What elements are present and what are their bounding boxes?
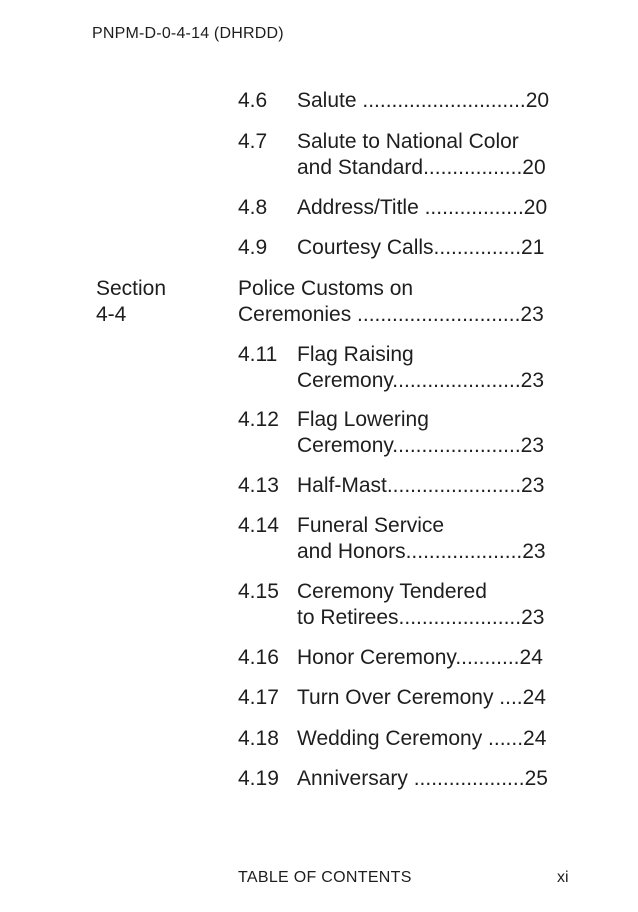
toc-entry-title: and Standard.................20 — [297, 156, 546, 179]
document-code: PNPM-D-0-4-14 (DHRDD) — [92, 25, 284, 42]
toc-entry-title: Ceremony......................23 — [297, 434, 545, 457]
toc-entry-number: 4.17 — [238, 686, 279, 709]
toc-entry-number: 4.19 — [238, 767, 279, 790]
toc-entry-number: 4.8 — [238, 196, 268, 219]
toc-entry-title: Anniversary ...................25 — [297, 767, 548, 790]
toc-entry-title: Ceremonies ............................23 — [238, 303, 544, 326]
toc-entry-title: Funeral Service — [297, 514, 445, 537]
toc-entry-title: Police Customs on — [238, 277, 414, 300]
toc-entry-number: 4.13 — [238, 474, 279, 497]
footer-label: TABLE OF CONTENTS — [238, 869, 412, 886]
toc-entry-number: 4.15 — [238, 580, 279, 603]
toc-entry-number: 4.9 — [238, 236, 268, 259]
toc-entry-title: Salute ............................20 — [297, 89, 550, 112]
toc-entry-title: Half-Mast.......................23 — [297, 474, 545, 497]
toc-entry-number: 4.6 — [238, 89, 268, 112]
toc-entry-title: Flag Lowering — [297, 408, 429, 431]
toc-entry-title: to Retirees.....................23 — [297, 606, 545, 629]
toc-entry-title: Salute to National Color — [297, 130, 519, 153]
toc-entry-title: Wedding Ceremony ......24 — [297, 727, 547, 750]
page-number: xi — [557, 869, 569, 886]
toc-entry-title: Address/Title .................20 — [297, 196, 548, 219]
section-label: Section 4-4 — [96, 277, 167, 326]
toc-entry-title: Flag Raising — [297, 343, 414, 366]
toc-entry-number: 4.12 — [238, 408, 279, 431]
toc-entry-title: Courtesy Calls...............21 — [297, 236, 545, 259]
toc-entry-title: Honor Ceremony...........24 — [297, 646, 543, 669]
toc-entry-title: Turn Over Ceremony ....24 — [297, 686, 546, 709]
toc-entry-number: 4.18 — [238, 727, 279, 750]
toc-entry-title: and Honors....................23 — [297, 540, 546, 563]
toc-entry-number: 4.16 — [238, 646, 279, 669]
toc-entry-title: Ceremony Tendered — [297, 580, 487, 603]
toc-entry-number: 4.11 — [238, 343, 278, 366]
toc-entry-number: 4.7 — [238, 130, 268, 153]
toc-entry-number: 4.14 — [238, 514, 279, 537]
toc-entry-title: Ceremony......................23 — [297, 369, 545, 392]
